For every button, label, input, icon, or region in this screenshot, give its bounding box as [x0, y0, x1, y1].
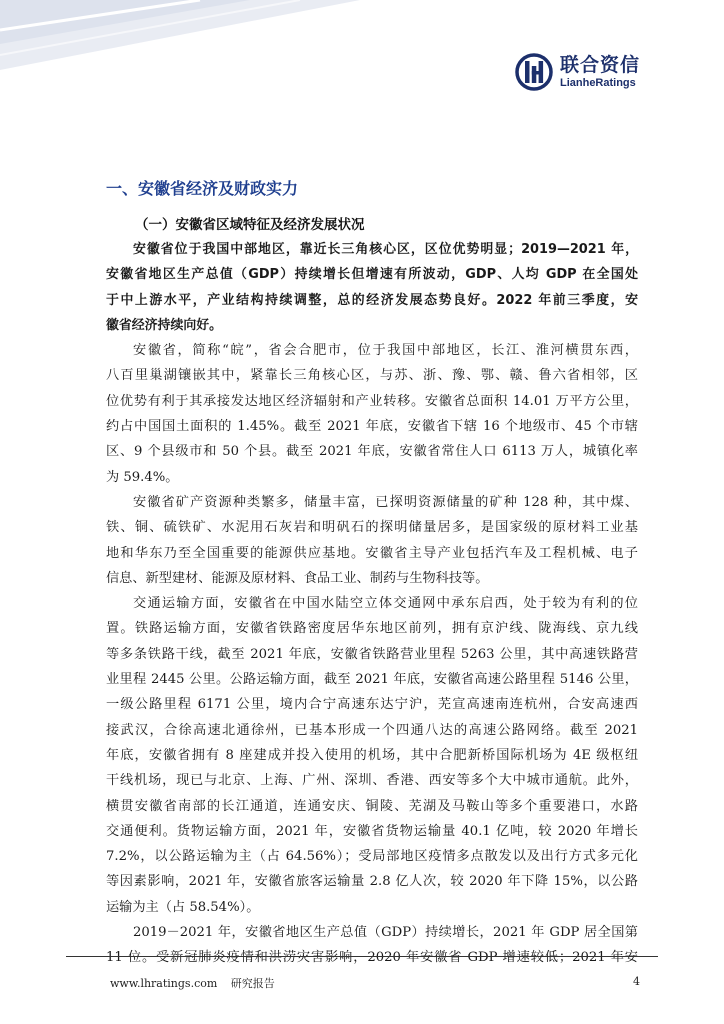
page-number: 4 [633, 975, 640, 988]
paragraph-line: 交通运输方面，安徽省在中国水陆空立体交通网中承东启西，处于较为有利的位 [133, 596, 638, 612]
paragraph-line: 为 59.4%。 [106, 469, 179, 485]
paragraph-line: 铁、铜、硫铁矿、水泥用石灰岩和明矾石的探明储量居多，是国家级的原材料工业基 [106, 520, 638, 536]
lianhe-logo-icon [514, 52, 554, 92]
paragraph-line: 年底，安徽省拥有 8 座建成并投入使用的机场，其中合肥新桥国际机场为 4E 级枢纽 [106, 747, 638, 763]
paragraph-line: 徽省经济持续向好。 [106, 317, 223, 333]
paragraph [106, 237, 638, 338]
paragraph-line: 接武汉，合徐高速北通徐州，已基本形成一个四通八达的高速公路网络。截至 2021 [106, 722, 638, 738]
paragraph-line: 信息、新型建材、能源及原材料、食品工业、制药与生物科技等。 [106, 570, 489, 586]
paragraph [106, 490, 638, 591]
footer-divider [66, 956, 658, 957]
document-body [106, 237, 638, 971]
brand-logo [514, 52, 640, 92]
paragraph-line: 一级公路里程 6171 公里，境内合宁高速东达宁沪，芜宣高速南连杭州，合安高速西 [106, 697, 638, 713]
brand-name-cn: 联合资信 [559, 53, 640, 76]
paragraph-line: 区、9 个县级市和 50 个县。截至 2021 年底，安徽省常住人口 6113 万人，城镇化率 [106, 444, 638, 460]
paragraph-line: 运输为主（占 58.54%）。 [106, 899, 260, 915]
paragraph-line: 7.2%，以公路运输为主（占 64.56%）；受局部地区疫情多点散发以及出行方式多元化 [106, 849, 638, 865]
paragraph-line: 干线机场，现已与北京、上海、广州、深圳、香港、西安等多个大中城市通航。此外， [106, 773, 638, 789]
paragraph-line: 地和华东乃至全国重要的能源供应基地。安徽省主导产业包括汽车及工程机械、电子 [106, 545, 638, 561]
subsection-title: （一）安徽省区域特征及经济发展状况 [135, 217, 365, 233]
footer-website[interactable]: www.lhratings.com [110, 977, 218, 990]
paragraph-line: 等多条铁路干线，截至 2021 年底，安徽省铁路营业里程 5263 公里，其中高速铁路营 [106, 646, 638, 662]
paragraph-line: 11 位。受新冠肺炎疫情和洪涝灾害影响，2020 年安徽省 GDP 增速较低；2021 年安 [106, 950, 638, 966]
section-title: 一、安徽省经济及财政实力 [106, 179, 299, 198]
paragraph-line: 置。铁路运输方面，安徽省铁路密度居华东地区前列，拥有京沪线、陇海线、京九线 [106, 621, 638, 637]
paragraph-line: 安徽省矿产资源种类繁多，储量丰富，已探明资源储量的矿种 128 种，其中煤、 [133, 494, 638, 510]
paragraph-line: 安徽省地区生产总值（GDP）持续增长但增速有所波动，GDP、人均 GDP 在全国处 [106, 267, 638, 283]
paragraph-line: 安徽省，简称“皖”，省会合肥市，位于我国中部地区，长江、淮河横贯东西， [133, 343, 638, 359]
paragraph-line: 八百里巢湖镶嵌其中，紧靠长三角核心区，与苏、浙、豫、鄂、赣、鲁六省相邻，区 [106, 368, 638, 384]
paragraph-line: 横贯安徽省南部的长江通道，连通安庆、铜陵、芜湖及马鞍山等多个重要港口，水路 [106, 798, 638, 814]
paragraph-line: 等因素影响，2021 年，安徽省旅客运输量 2.8 亿人次，较 2020 年下降 15%，以公路 [106, 874, 638, 890]
paragraph [106, 920, 638, 971]
brand-name-en: LianheRatings [559, 76, 636, 89]
corner-decoration [0, 0, 360, 70]
paragraph-line: 交通便利。货物运输方面，2021 年，安徽省货物运输量 40.1 亿吨，较 2020 年增长 [106, 823, 638, 839]
paragraph-line: 于中上游水平，产业结构持续调整，总的经济发展态势良好。2022 年前三季度，安 [106, 292, 638, 308]
paragraph-line: 安徽省位于我国中部地区，靠近长三角核心区，区位优势明显；2019—2021 年， [133, 242, 638, 257]
paragraph [106, 591, 638, 920]
paragraph-line: 约占中国国土面积的 1.45%。截至 2021 年底，安徽省下辖 16 个地级市、45 个市辖 [106, 419, 638, 435]
paragraph [106, 338, 638, 490]
paragraph-line: 2019－2021 年，安徽省地区生产总值（GDP）持续增长，2021 年 GDP 居全国第 [133, 925, 638, 941]
footer-info [110, 975, 285, 991]
paragraph-line: 位优势有利于其承接发达地区经济辐射和产业转移。安徽省总面积 14.01 万平方公里， [106, 393, 638, 409]
paragraph-line: 业里程 2445 公里。公路运输方面，截至 2021 年底，安徽省高速公路里程 5146 公里， [106, 672, 638, 688]
footer-doc-type: 研究报告 [230, 977, 275, 990]
